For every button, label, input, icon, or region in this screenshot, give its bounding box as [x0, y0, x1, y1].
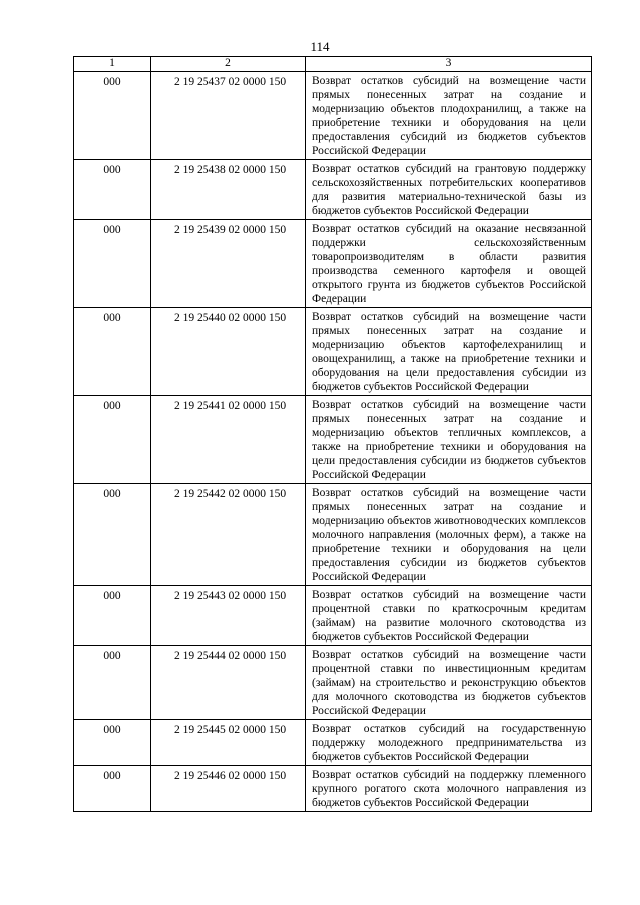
- admin-code-cell: 000: [74, 720, 151, 766]
- description-cell: Возврат остатков субсидий на возмещение части прямых понесенных затрат на создание и модернизацию объектов плодохранилищ, а также на приобретение техники и оборудования на цели предоставления субсидий из бюджетов субъектов Российской Федерации: [306, 72, 592, 160]
- column-header-3: 3: [306, 57, 592, 72]
- budget-code-cell: 2 19 25438 02 0000 150: [151, 160, 306, 220]
- table-row: [74, 586, 592, 646]
- description-cell: Возврат остатков субсидий на возмещение части прямых понесенных затрат на создание и модернизацию объектов животноводческих комплексов молочного направления (молочных ферм), а также на приобретение техники и оборудования на цели предоставления субсидии из бюджетов субъектов Российской Федерации: [306, 484, 592, 586]
- admin-code-cell: 000: [74, 220, 151, 308]
- admin-code-cell: 000: [74, 484, 151, 586]
- admin-code-cell: 000: [74, 646, 151, 720]
- admin-code-cell: 000: [74, 160, 151, 220]
- description-cell: Возврат остатков субсидий на поддержку племенного крупного рогатого скота молочного направления из бюджетов субъектов Российской Федерации: [306, 766, 592, 812]
- admin-code-cell: 000: [74, 396, 151, 484]
- description-cell: Возврат остатков субсидий на возмещение части процентной ставки по инвестиционным кредитам (займам) на строительство и реконструкцию объектов для молочного скотоводства из бюджетов субъектов Российской Федерации: [306, 646, 592, 720]
- budget-code-cell: 2 19 25437 02 0000 150: [151, 72, 306, 160]
- budget-code-cell: 2 19 25441 02 0000 150: [151, 396, 306, 484]
- table-row: [74, 160, 592, 220]
- column-header-2: 2: [151, 57, 306, 72]
- admin-code-cell: 000: [74, 308, 151, 396]
- budget-code-cell: 2 19 25444 02 0000 150: [151, 646, 306, 720]
- description-cell: Возврат остатков субсидий на грантовую поддержку сельскохозяйственных потребительских кооперативов для развития материально-технической базы из бюджетов субъектов Российской Федерации: [306, 160, 592, 220]
- table-row: [74, 220, 592, 308]
- budget-code-cell: 2 19 25445 02 0000 150: [151, 720, 306, 766]
- table-row: [74, 308, 592, 396]
- description-cell: Возврат остатков субсидий на оказание несвязанной поддержки сельскохозяйственным товаропроизводителям в области развития производства семенного картофеля и овощей открытого грунта из бюджетов субъектов Российской Федерации: [306, 220, 592, 308]
- budget-code-cell: 2 19 25439 02 0000 150: [151, 220, 306, 308]
- budget-code-cell: 2 19 25440 02 0000 150: [151, 308, 306, 396]
- admin-code-cell: 000: [74, 586, 151, 646]
- description-cell: Возврат остатков субсидий на возмещение части прямых понесенных затрат на создание и модернизацию объектов тепличных комплексов, а также на приобретение техники и оборудования на цели предоставления субсидии из бюджетов субъектов Российской Федерации: [306, 396, 592, 484]
- table-row: [74, 720, 592, 766]
- budget-code-cell: 2 19 25443 02 0000 150: [151, 586, 306, 646]
- table-row: [74, 646, 592, 720]
- budget-code-cell: 2 19 25442 02 0000 150: [151, 484, 306, 586]
- table-row: [74, 396, 592, 484]
- column-header-1: 1: [74, 57, 151, 72]
- table-header-row: [74, 57, 592, 72]
- description-cell: Возврат остатков субсидий на возмещение части процентной ставки по краткосрочным кредитам (займам) на развитие молочного скотоводства из бюджетов субъектов Российской Федерации: [306, 586, 592, 646]
- description-cell: Возврат остатков субсидий на возмещение части прямых понесенных затрат на создание и модернизацию объектов картофелехранилищ и овощехранилищ, а также на приобретение техники и оборудования на цели предоставления субсидии из бюджетов субъектов Российской Федерации: [306, 308, 592, 396]
- page-number: 114: [310, 39, 330, 54]
- budget-code-cell: 2 19 25446 02 0000 150: [151, 766, 306, 812]
- table-row: [74, 484, 592, 586]
- table-row: [74, 766, 592, 812]
- table-row: [74, 72, 592, 160]
- admin-code-cell: 000: [74, 72, 151, 160]
- budget-classification-table: [73, 56, 592, 812]
- admin-code-cell: 000: [74, 766, 151, 812]
- description-cell: Возврат остатков субсидий на государственную поддержку молодежного предпринимательства из бюджетов субъектов Российской Федерации: [306, 720, 592, 766]
